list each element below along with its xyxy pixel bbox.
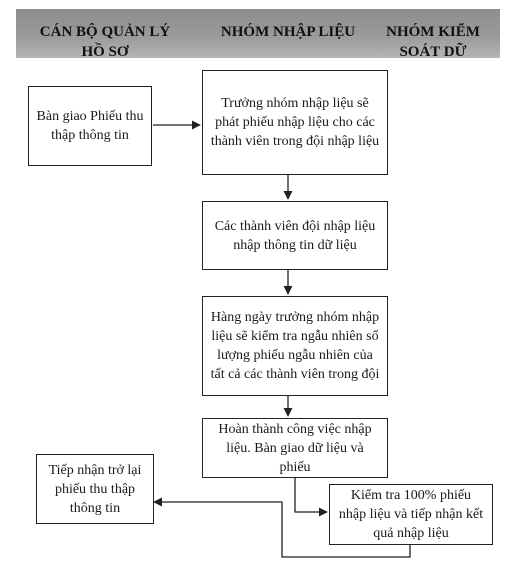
- step-daily-check: Hàng ngày trưởng nhóm nhập liệu sẽ kiểm tra ngẫu nhiên số lượng phiếu ngẫu nhiên của tất cả các thành viên trong đội: [202, 296, 388, 396]
- arrow-complete-to-verify: [295, 478, 327, 512]
- column-header-records-officer: CÁN BỘ QUẢN LÝ HỒ SƠ: [39, 24, 171, 60]
- step-enter-data: Các thành viên đội nhập liệu nhập thông tin dữ liệu: [202, 201, 388, 270]
- column-header-data-entry-group: NHÓM NHẬP LIỆU: [220, 24, 356, 40]
- step-handover-forms: Bàn giao Phiếu thu thập thông tin: [28, 86, 152, 166]
- step-verify-results: Kiểm tra 100% phiếu nhập liệu và tiếp nhận kết quả nhập liệu: [329, 484, 493, 545]
- step-complete-handover: Hoàn thành công việc nhập liệu. Bàn giao dữ liệu và phiếu: [202, 418, 388, 478]
- step-distribute-forms: Trưởng nhóm nhập liệu sẽ phát phiếu nhập liệu cho các thành viên trong đội nhập liệu: [202, 70, 388, 175]
- step-receive-forms: Tiếp nhận trở lại phiếu thu thập thông tin: [36, 454, 154, 524]
- column-header-control-group: NHÓM KIỂM SOÁT DỮ: [386, 24, 480, 60]
